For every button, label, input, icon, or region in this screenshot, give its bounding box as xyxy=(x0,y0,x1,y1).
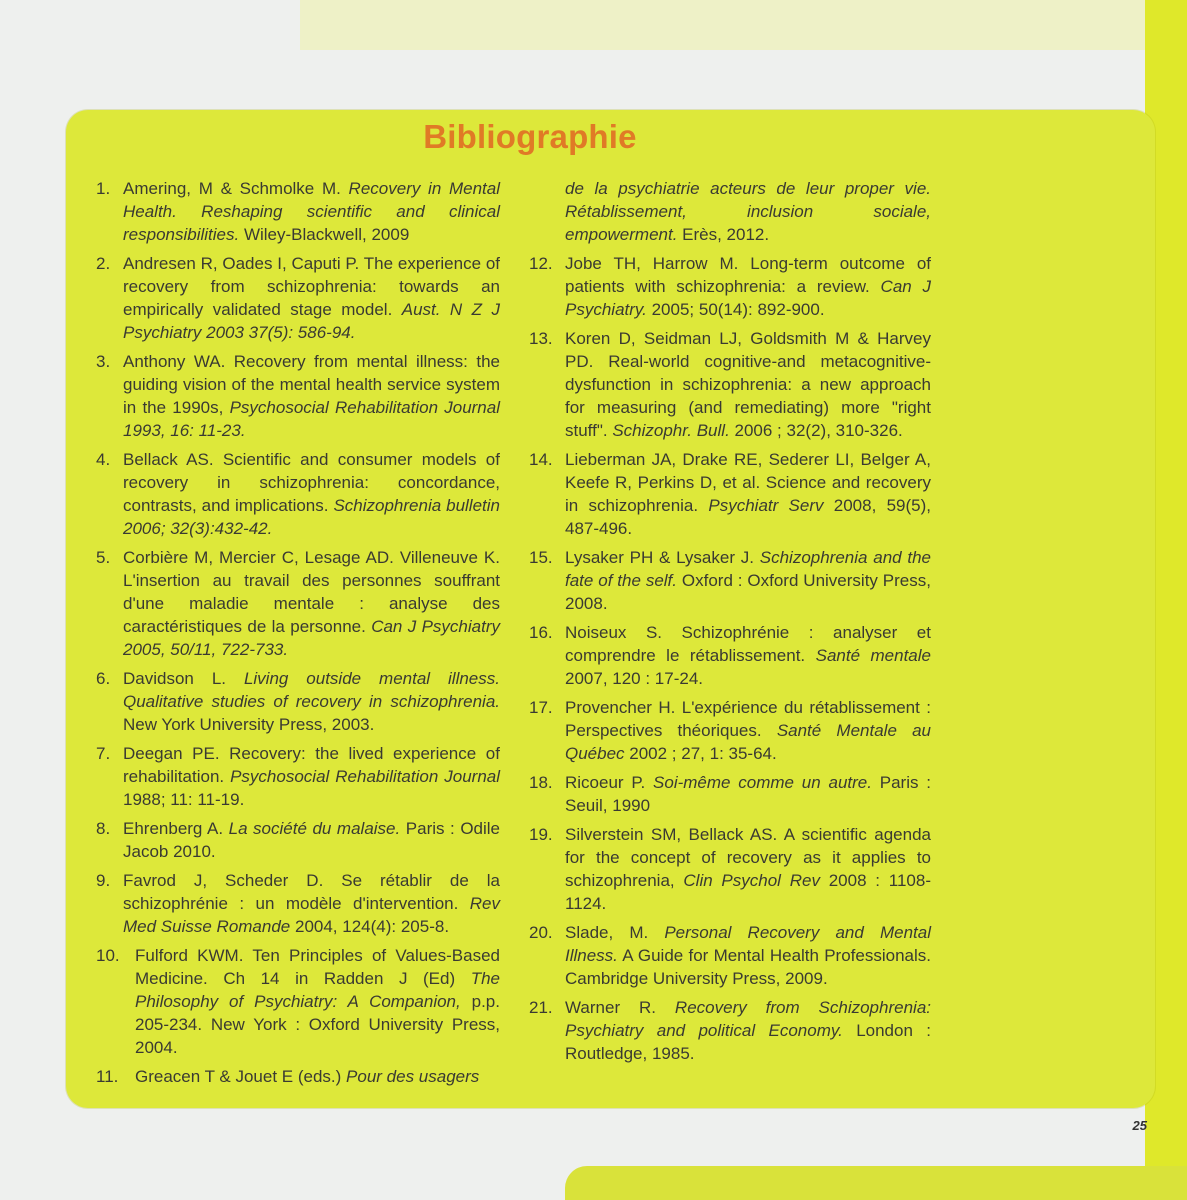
reference-item xyxy=(529,823,931,915)
reference-number: 16. xyxy=(529,623,553,642)
reference-text: A Guide for Mental Health Professionals. Cambridge University Press, 2009. xyxy=(565,946,931,988)
reference-text: 2008 : 1108-1124. xyxy=(565,871,931,913)
reference-text: Wiley-Blackwell, 2009 xyxy=(239,225,410,244)
reference-text: Andresen R, Oades I, Caputi P. The experience of recovery from schizophrenia: towards an empirically validated stage model. xyxy=(123,254,500,319)
reference-item xyxy=(529,546,931,615)
reference-text: Anthony WA. Recovery from mental illness: the guiding vision of the mental health service system in the 1990s, xyxy=(123,352,500,417)
reference-text: 2005; 50(14): 892-900. xyxy=(646,300,825,319)
reference-number: 2. xyxy=(96,254,111,273)
reference-italic-text: La société du malaise. xyxy=(228,819,401,838)
reference-italic-text: Can J Psychiatry 2005, 50/11, 722-733. xyxy=(123,617,500,659)
reference-item xyxy=(96,546,500,661)
reference-item xyxy=(529,771,931,817)
reference-text: Paris : Seuil, 1990 xyxy=(565,773,931,815)
reference-text: Warner R. xyxy=(565,998,675,1017)
reference-item xyxy=(529,327,931,442)
reference-number: 19. xyxy=(529,825,553,844)
reference-italic-text: The Philosophy of Psychiatry: A Companion, xyxy=(135,969,500,1011)
reference-text: 2008, 59(5), 487-496. xyxy=(565,496,931,538)
reference-text: New York University Press, 2003. xyxy=(123,715,375,734)
reference-text: Koren D, Seidman LJ, Goldsmith M & Harvey PD. Real-world cognitive-and metacognitive-dysfunction in schizophrenia: a new approach for measuring (and remediating) more "right stuff". xyxy=(565,329,931,440)
reference-text: Amering, M & Schmolke M. xyxy=(123,179,349,198)
reference-text: Lysaker PH & Lysaker J. xyxy=(565,548,760,567)
reference-italic-text: Schizophrenia bulletin 2006; 32(3):432-42. xyxy=(123,496,500,538)
reference-text: Bellack AS. Scientific and consumer models of recovery in schizophrenia: concordance, contrasts, and implications. xyxy=(123,450,500,515)
reference-11-continuation xyxy=(529,177,931,246)
bottom-strip xyxy=(565,1166,1187,1200)
reference-item xyxy=(96,817,500,863)
reference-italic-text: Psychosocial Rehabilitation Journal 1993, 16: 11-23. xyxy=(123,398,500,440)
reference-text: 2004, 124(4): 205-8. xyxy=(290,917,450,936)
reference-number: 12. xyxy=(529,254,553,273)
reference-number: 4. xyxy=(96,450,111,469)
reference-item xyxy=(96,742,500,811)
reference-item xyxy=(96,944,500,1059)
reference-italic-text: Aust. N Z J Psychiatry 2003 37(5): 586-94. xyxy=(123,300,500,342)
reference-item xyxy=(96,869,500,938)
reference-italic-text: Rev Med Suisse Romande xyxy=(123,894,500,936)
reference-text: p.p. 205-234. New York : Oxford University Press, 2004. xyxy=(135,992,500,1057)
reference-text: 2002 ; 27, 1: 35-64. xyxy=(624,744,777,763)
reference-italic-text: Can J Psychiatry. xyxy=(565,277,931,319)
reference-item xyxy=(529,448,931,540)
reference-number: 8. xyxy=(96,819,111,838)
reference-number: 10. xyxy=(96,946,120,965)
reference-item xyxy=(529,996,931,1065)
reference-text: Jobe TH, Harrow M. Long-term outcome of patients with schizophrenia: a review. xyxy=(565,254,931,296)
reference-text: Ricoeur P. xyxy=(565,773,654,792)
reference-text: 2007, 120 : 17-24. xyxy=(565,669,704,688)
reference-italic-text: Santé Mentale au Québec xyxy=(565,721,931,763)
reference-text: Silverstein SM, Bellack AS. A scientific agenda for the concept of recovery as it applies to schizophrenia, xyxy=(565,825,931,890)
reference-number: 21. xyxy=(529,998,553,1017)
reference-text: Corbière M, Mercier C, Lesage AD. Villeneuve K. L'insertion au travail des personnes souffrant d'une maladie mentale : analyse des caractéristiques de la personne. xyxy=(123,548,500,636)
page-number: 25 xyxy=(1132,1118,1147,1133)
reference-text: Noiseux S. Schizophrénie : analyser et comprendre le rétablissement. xyxy=(565,623,931,665)
reference-number: 15. xyxy=(529,548,553,567)
reference-item xyxy=(529,621,931,690)
reference-text: London : Routledge, 1985. xyxy=(565,1021,931,1063)
reference-text: 1988; 11: 11-19. xyxy=(123,790,245,809)
reference-item xyxy=(96,350,500,442)
reference-number: 5. xyxy=(96,548,111,567)
reference-item xyxy=(96,448,500,540)
reference-item xyxy=(96,252,500,344)
reference-italic-text: Personal Recovery and Mental Illness. xyxy=(565,923,931,965)
reference-number: 6. xyxy=(96,669,111,688)
reference-italic-text: Soi-même comme un autre. xyxy=(653,773,872,792)
reference-11-continuation-italic: de la psychiatrie acteurs de leur proper vie. Rétablissement, inclusion sociale, empowerment. xyxy=(565,179,931,244)
reference-italic-text: Psychiatr Serv xyxy=(708,496,824,515)
reference-italic-text: Schizophrenia and the fate of the self. xyxy=(565,548,931,590)
reference-number: 9. xyxy=(96,871,111,890)
reference-number: 20. xyxy=(529,923,553,942)
reference-number: 3. xyxy=(96,352,111,371)
reference-number: 18. xyxy=(529,773,553,792)
reference-italic-text: Living outside mental illness. Qualitative studies of recovery in schizophrenia. xyxy=(123,669,500,711)
reference-number: 1. xyxy=(96,179,111,198)
reference-text: Davidson L. xyxy=(123,669,244,688)
reference-number: 17. xyxy=(529,698,553,717)
reference-item xyxy=(96,1065,500,1088)
reference-item xyxy=(96,177,500,246)
reference-italic-text: Schizophr. Bull. xyxy=(612,421,730,440)
reference-text: Ehrenberg A. xyxy=(123,819,229,838)
reference-item xyxy=(529,252,931,321)
reference-11-continuation-tail: Erès, 2012. xyxy=(677,225,770,244)
reference-text: Favrod J, Scheder D. Se rétablir de la schizophrénie : un modèle d'intervention. xyxy=(123,871,500,913)
reference-italic-text: Santé mentale xyxy=(815,646,931,665)
reference-text: Greacen T & Jouet E (eds.) xyxy=(135,1067,347,1086)
page-title: Bibliographie xyxy=(423,118,637,155)
reference-number: 7. xyxy=(96,744,111,763)
reference-text: 2006 ; 32(2), 310-326. xyxy=(729,421,903,440)
reference-text: Paris : Odile Jacob 2010. xyxy=(123,819,501,861)
reference-italic-text: Pour des usagers xyxy=(346,1067,480,1086)
reference-number: 11. xyxy=(96,1067,119,1086)
reference-text: Slade, M. xyxy=(565,923,665,942)
reference-italic-text: Clin Psychol Rev xyxy=(683,871,820,890)
references-right-column xyxy=(529,177,931,1071)
reference-number: 14. xyxy=(529,450,553,469)
reference-italic-text: Recovery in Mental Health. Reshaping scientific and clinical responsibilities. xyxy=(123,179,500,244)
reference-item xyxy=(529,921,931,990)
reference-text: Lieberman JA, Drake RE, Sederer LI, Belger A, Keefe R, Perkins D, et al. Science and recovery in schizophrenia. xyxy=(565,450,931,515)
reference-text: Deegan PE. Recovery: the lived experience of rehabilitation. xyxy=(123,744,500,786)
reference-italic-text: Recovery from Schizophrenia: Psychiatry and political Economy. xyxy=(565,998,931,1040)
top-band xyxy=(300,0,1145,50)
reference-text: Fulford KWM. Ten Principles of Values-Based Medicine. Ch 14 in Radden J (Ed) xyxy=(135,946,500,988)
reference-text: Oxford : Oxford University Press, 2008. xyxy=(565,571,931,613)
reference-text: Provencher H. L'expérience du rétablissement : Perspectives théoriques. xyxy=(565,698,931,740)
references-left-column xyxy=(96,177,500,1094)
reference-number: 13. xyxy=(529,329,553,348)
reference-italic-text: Psychosocial Rehabilitation Journal xyxy=(230,767,500,786)
reference-item xyxy=(96,667,500,736)
reference-item xyxy=(529,696,931,765)
